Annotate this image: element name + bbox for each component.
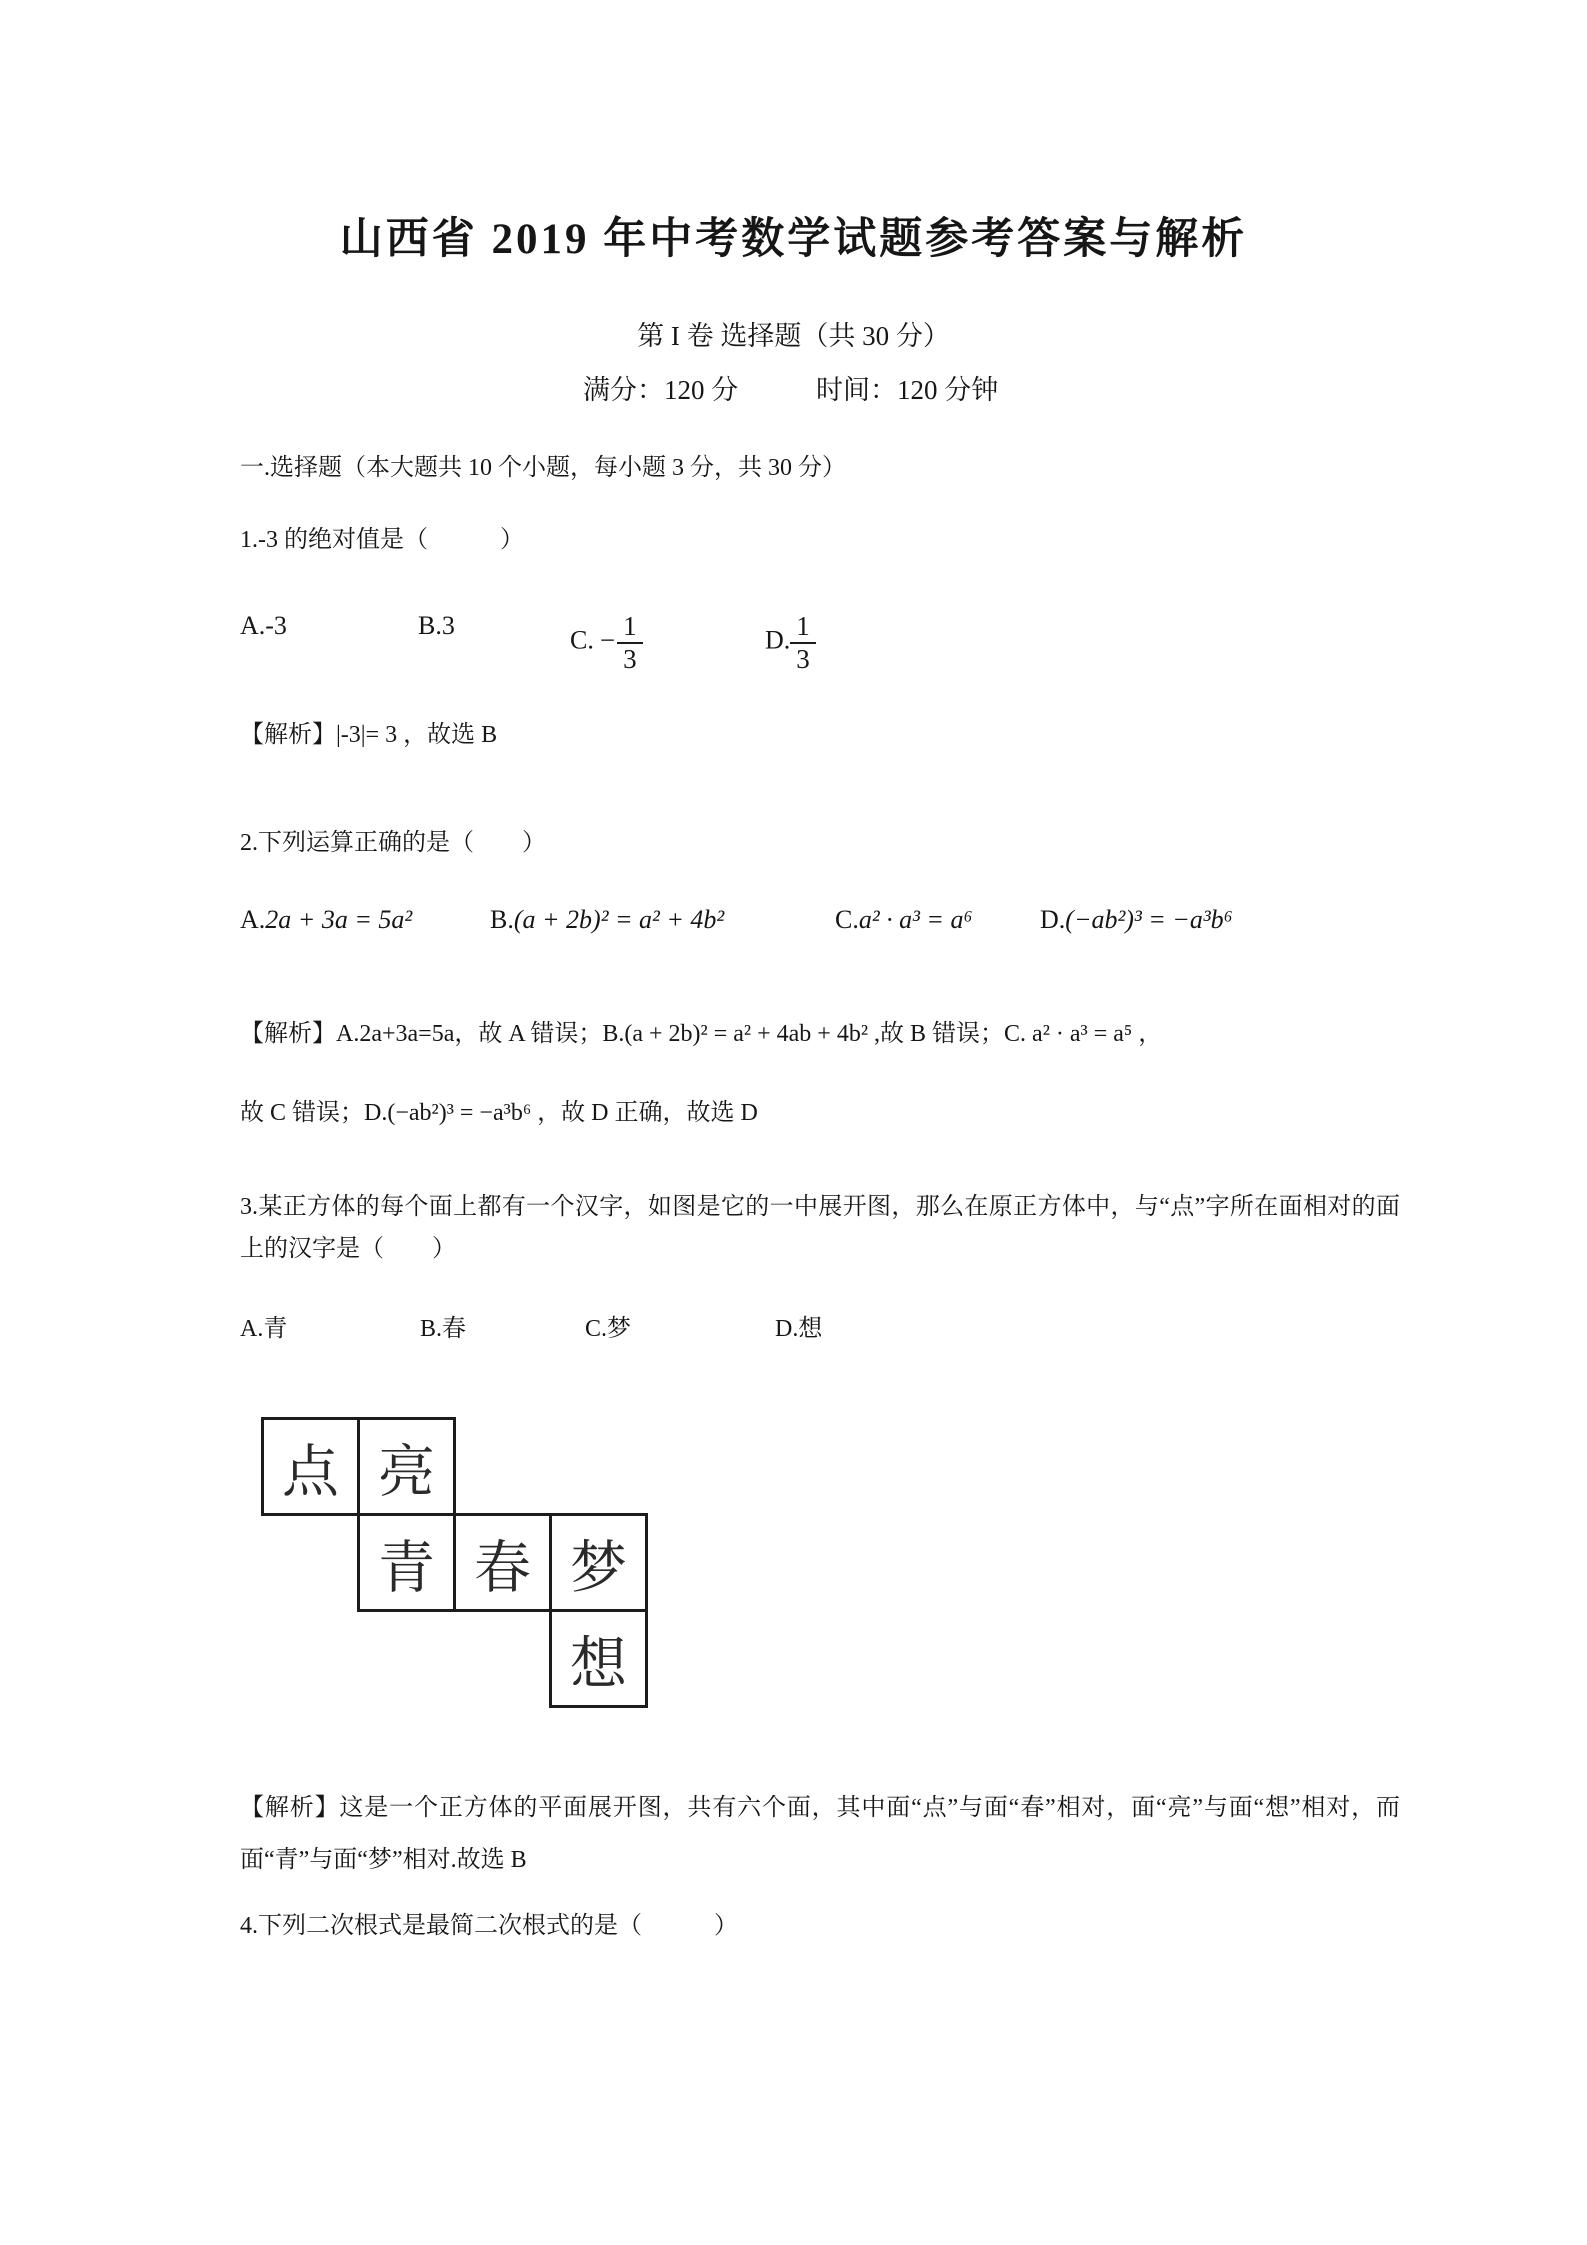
question-2-analysis-line2: 故 C 错误；D.(−ab²)³ = −a³b⁶ ，故 D 正确，故选 D	[240, 1100, 758, 1126]
question-1-options	[0, 585, 1587, 675]
cube-net-figure	[261, 1417, 648, 1708]
net-cell: 点	[261, 1417, 360, 1516]
question-3-options	[0, 1308, 1587, 1348]
q1-option-d-label: D.	[765, 625, 791, 655]
q1-option-a: A.-3	[240, 611, 287, 640]
q2-option-d: D.(−ab²)³ = −a³b⁶	[1040, 905, 1233, 934]
question-2-stem: 2.下列运算正确的是（ ）	[240, 830, 546, 856]
question-4-stem: 4.下列二次根式是最简二次根式的是（ ）	[240, 1913, 738, 1939]
question-2-analysis-line1: 【解析】A.2a+3a=5a，故 A 错误；B.(a + 2b)² = a² + 4ab + 4b² ,故 B 错误；C. a² · a³ = a⁵ ，	[240, 1021, 1163, 1047]
question-2-options	[0, 905, 1587, 955]
paper-section-subtitle: 第 I 卷 选择题（共 30 分）	[637, 321, 950, 351]
net-cell: 梦	[549, 1513, 648, 1612]
q1-option-b: B.3	[418, 611, 455, 640]
q2-option-a: A.2a + 3a = 5a²	[240, 905, 413, 934]
full-score-label: 满分：120 分	[583, 375, 739, 405]
section-heading: 一.选择题（本大题共 10 个小题，每小题 3 分，共 30 分）	[240, 455, 846, 481]
net-cell: 亮	[357, 1417, 456, 1516]
net-cell: 想	[549, 1609, 648, 1708]
q3-option-c: C.梦	[585, 1316, 632, 1342]
q1-option-c-label: C.	[570, 625, 594, 655]
net-cell: 青	[357, 1513, 456, 1612]
q2-option-b: B.(a + 2b)² = a² + 4b²	[490, 905, 725, 934]
q1-option-c	[570, 611, 643, 675]
q1-option-d	[765, 611, 816, 675]
page-title: 山西省 2019 年中考数学试题参考答案与解析	[339, 216, 1248, 263]
q3-option-b: B.春	[420, 1316, 467, 1342]
fraction-one-third: $\frac{1}{3}$	[617, 611, 643, 675]
fraction-one-third: $\frac{1}{3}$	[790, 611, 816, 675]
q2-option-c: C.a² · a³ = a⁶	[835, 905, 973, 934]
q3-option-a: A.青	[240, 1316, 288, 1342]
minus-sign: −	[599, 624, 616, 655]
question-3-analysis: 【解析】这是一个正方体的平面展开图，共有六个面，其中面“点”与面“春”相对，面“亮”与面“想”相对，而面“青”与面“梦”相对.故选 B	[240, 1795, 1400, 1873]
net-cell: 春	[453, 1513, 552, 1612]
question-1-stem: 1.-3 的绝对值是（ ）	[240, 527, 524, 553]
question-3-stem: 3.某正方体的每个面上都有一个汉字，如图是它的一中展开图，那么在原正方体中，与“点”字所在面相对的面上的汉字是（ ）	[240, 1194, 1400, 1262]
time-label: 时间：120 分钟	[816, 375, 999, 405]
q3-option-d: D.想	[775, 1316, 823, 1342]
question-1-analysis: 【解析】|-3|= 3 ，故选 B	[240, 722, 498, 748]
